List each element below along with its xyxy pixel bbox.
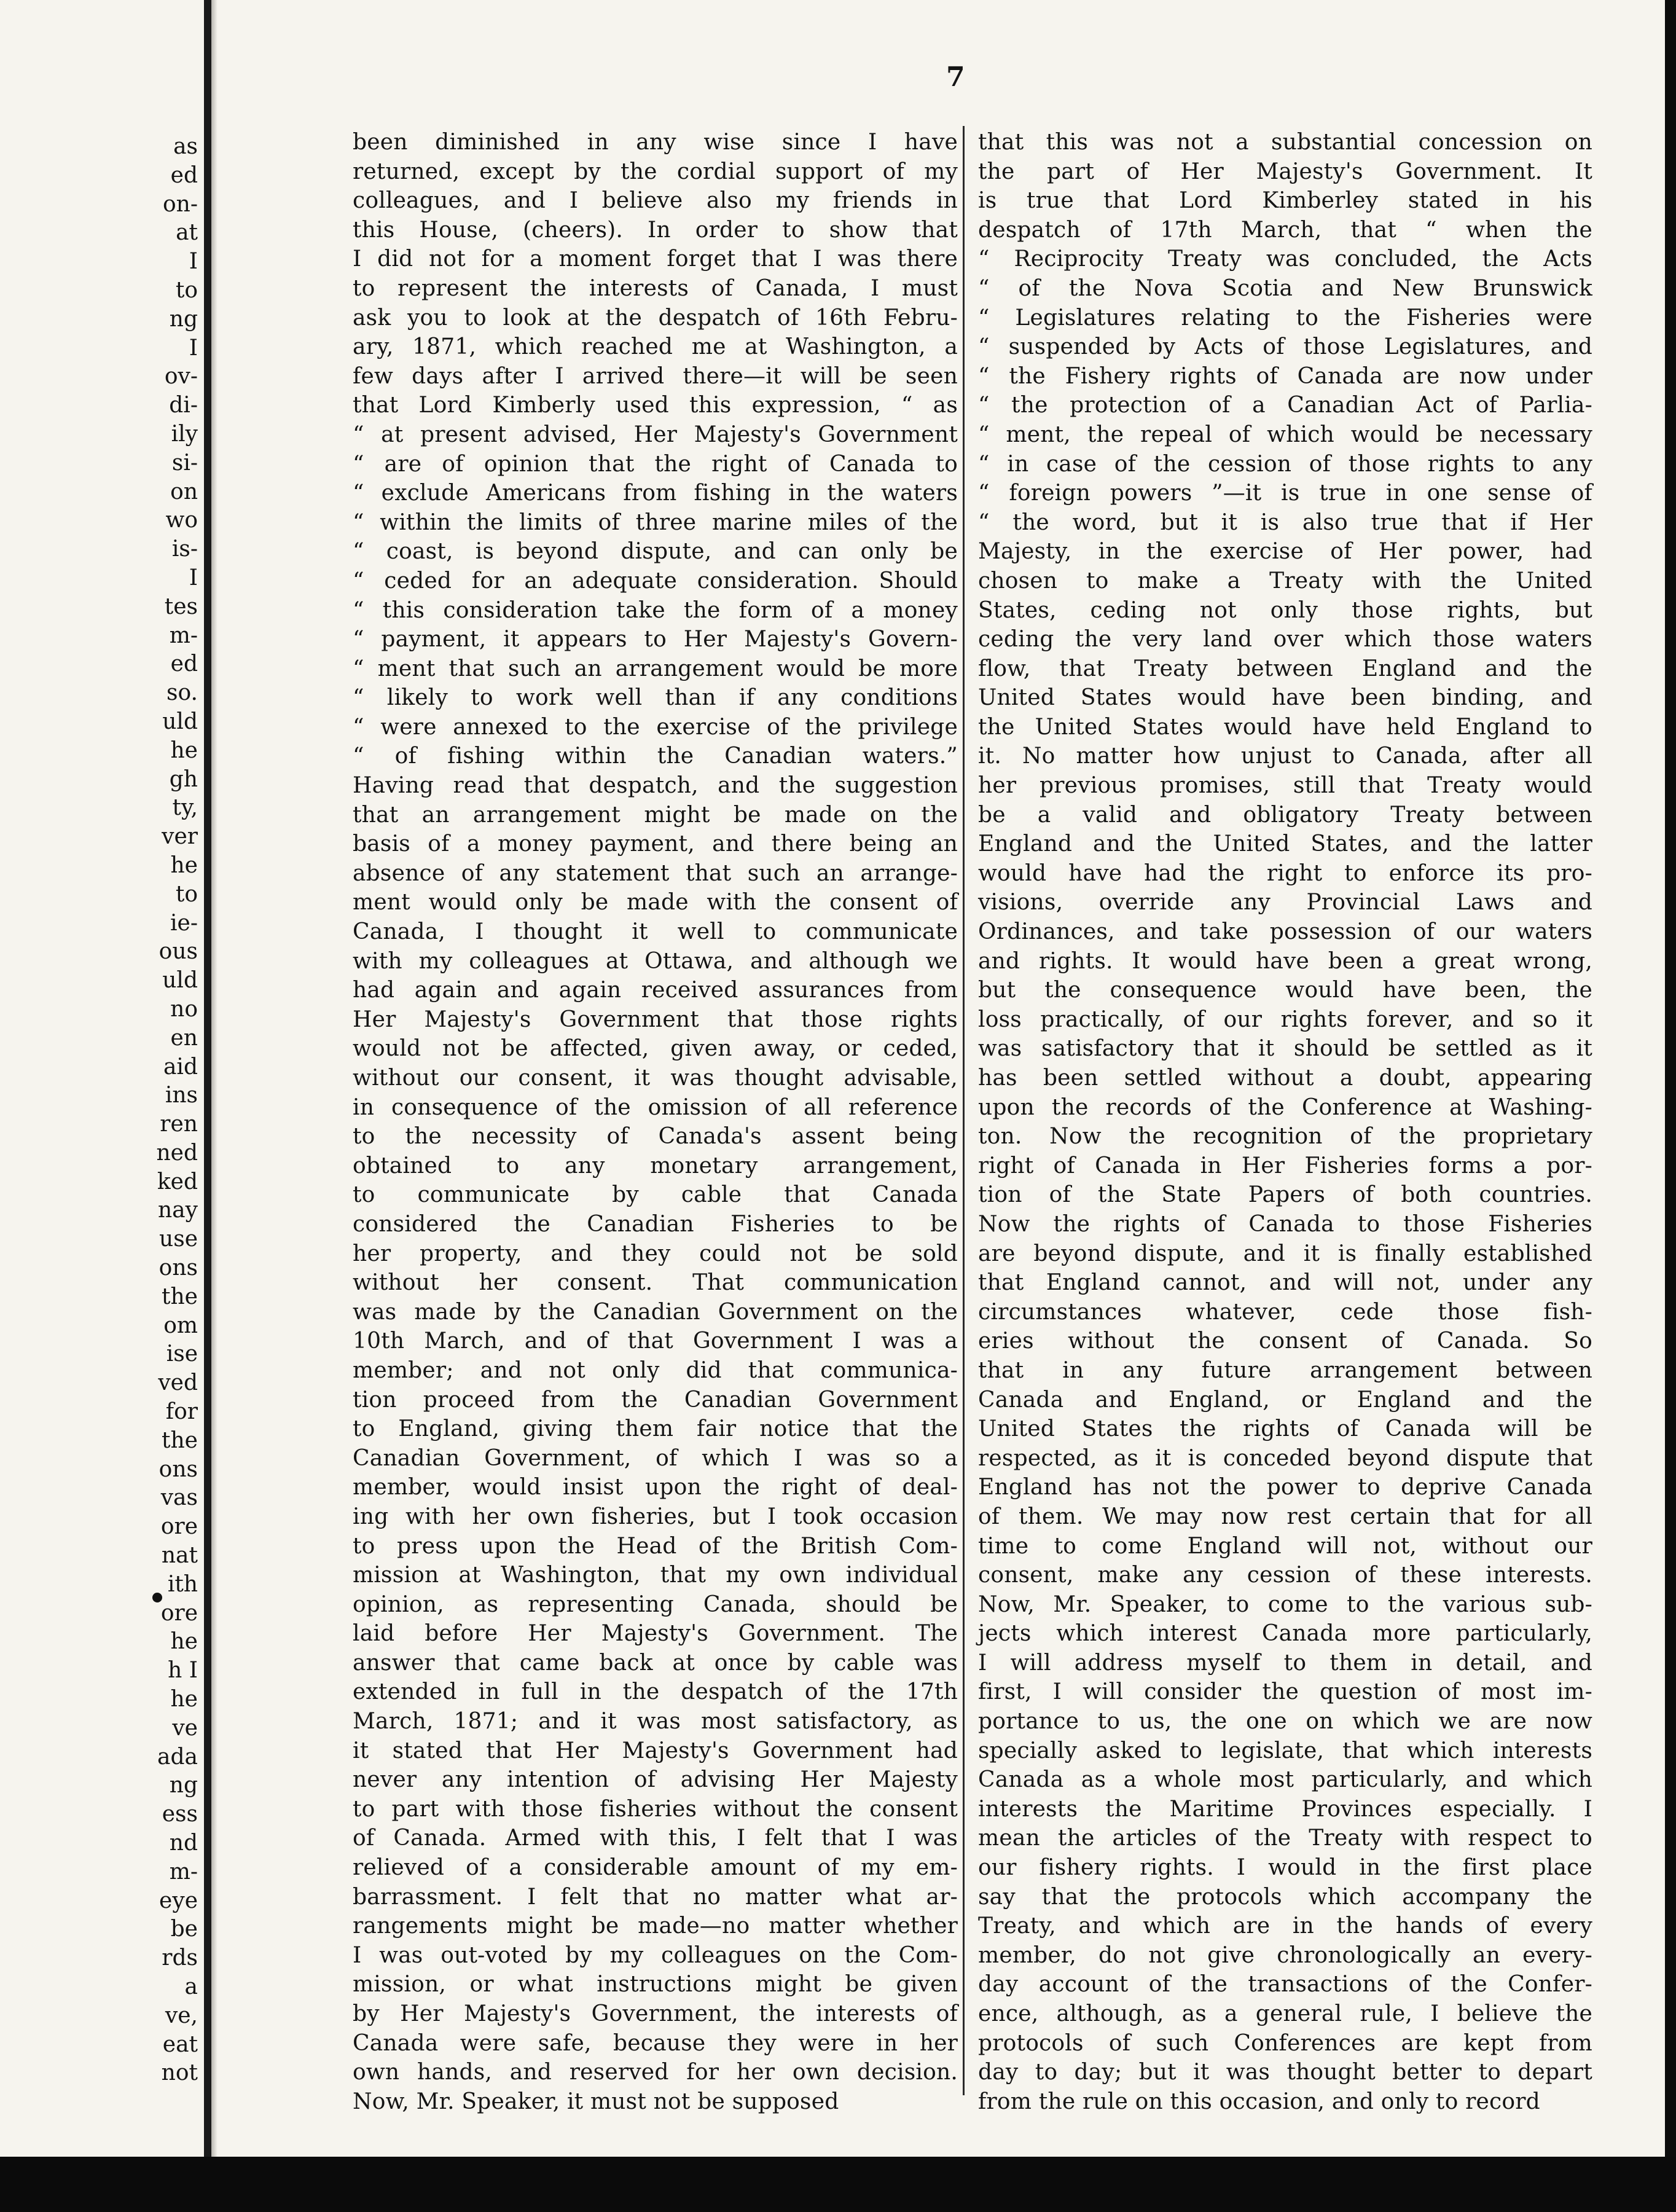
text-line: ton. Now the recognition of the proprietary bbox=[978, 1124, 1592, 1150]
text-line: first, I will consider the question of most im- bbox=[978, 1679, 1592, 1705]
text-line: tion proceed from the Canadian Government bbox=[353, 1387, 958, 1413]
text-line: “ Legislatures relating to the Fisheries were bbox=[978, 305, 1592, 331]
text-line: by Her Majesty's Government, the interests of bbox=[353, 2001, 958, 2026]
fragment-line: eye bbox=[159, 1888, 198, 1913]
text-line: day account of the transactions of the Confer- bbox=[978, 1972, 1592, 1998]
fragment-line: ada bbox=[157, 1744, 198, 1770]
text-line: “ ceded for an adequate consideration. Should bbox=[353, 568, 958, 594]
fragment-line: I bbox=[189, 335, 198, 361]
text-line: “ exclude Americans from fishing in the waters bbox=[353, 480, 958, 506]
text-line: right of Canada in Her Fisheries forms a por- bbox=[978, 1153, 1592, 1179]
text-line: be a valid and obligatory Treaty between bbox=[978, 802, 1592, 828]
text-line: that an arrangement might be made on the bbox=[353, 802, 958, 828]
fragment-line: ty, bbox=[172, 795, 198, 821]
text-line: States, ceding not only those rights, but bbox=[978, 597, 1592, 623]
column-divider bbox=[963, 126, 965, 2095]
fragment-line: at bbox=[176, 220, 198, 246]
fragment-line: ous bbox=[159, 939, 198, 965]
fragment-line: the bbox=[162, 1284, 198, 1309]
text-line: portance to us, the one on which we are now bbox=[978, 1709, 1592, 1735]
fragment-line: ve, bbox=[165, 2002, 198, 2028]
fragment-line: nay bbox=[158, 1198, 198, 1223]
fragment-line: ed bbox=[170, 162, 198, 188]
text-line: tion of the State Papers of both countries. bbox=[978, 1182, 1592, 1208]
page-number: 7 bbox=[946, 61, 965, 93]
fragment-line: to bbox=[175, 881, 198, 907]
fragment-line: m- bbox=[169, 622, 198, 648]
fragment-line: vas bbox=[160, 1485, 198, 1511]
fragment-line: en bbox=[170, 1025, 198, 1051]
text-line: time to come England will not, without our bbox=[978, 1533, 1592, 1559]
text-line: “ this consideration take the form of a money bbox=[353, 597, 958, 623]
fragment-line: aid bbox=[163, 1054, 198, 1080]
text-line: to England, giving them fair notice that the bbox=[353, 1416, 958, 1442]
text-line: “ were annexed to the exercise of the privilege bbox=[353, 714, 958, 740]
text-line: “ suspended by Acts of those Legislatures, and bbox=[978, 334, 1592, 360]
fragment-line: gh bbox=[169, 766, 198, 792]
text-line: “ the protection of a Canadian Act of Parlia- bbox=[978, 393, 1592, 418]
fragment-line: as bbox=[173, 134, 198, 159]
text-line: upon the records of the Conference at Washing- bbox=[978, 1094, 1592, 1120]
fragment-line: he bbox=[170, 852, 198, 878]
text-line: to represent the interests of Canada, I must bbox=[353, 275, 958, 301]
text-line: basis of a money payment, and there being an bbox=[353, 831, 958, 857]
text-line: would not be affected, given away, or ceded, bbox=[353, 1036, 958, 1062]
fragment-line: ver bbox=[162, 824, 198, 850]
text-line: was satisfactory that it should be settled as it bbox=[978, 1036, 1592, 1062]
text-line: member, do not give chronologically an every- bbox=[978, 1942, 1592, 1968]
text-line: day to day; but it was thought better to depart bbox=[978, 2060, 1592, 2085]
text-line: to the necessity of Canada's assent being bbox=[353, 1124, 958, 1150]
text-line: Now, Mr. Speaker, to come to the various sub- bbox=[978, 1591, 1592, 1617]
text-line: specially asked to legislate, that which interests bbox=[978, 1738, 1592, 1763]
text-line: “ Reciprocity Treaty was concluded, the Acts bbox=[978, 246, 1592, 272]
fragment-line: ov- bbox=[164, 364, 198, 390]
text-line: “ at present advised, Her Majesty's Government bbox=[353, 422, 958, 447]
text-line: to communicate by cable that Canada bbox=[353, 1182, 958, 1208]
fragment-line: the bbox=[162, 1427, 198, 1453]
fragment-line: he bbox=[170, 1687, 198, 1712]
text-line: laid before Her Majesty's Government. The bbox=[353, 1621, 958, 1647]
text-line: respected, as it is conceded beyond dispute that bbox=[978, 1445, 1592, 1471]
fragment-line: use bbox=[159, 1226, 198, 1252]
fragment-line: ess bbox=[162, 1802, 198, 1827]
text-line: England and the United States, and the latter bbox=[978, 831, 1592, 857]
text-line: England has not the power to deprive Canada bbox=[978, 1475, 1592, 1500]
fragment-line: ily bbox=[171, 421, 198, 447]
text-line: relieved of a considerable amount of my em- bbox=[353, 1855, 958, 1881]
text-line: the part of Her Majesty's Government. It bbox=[978, 159, 1592, 184]
text-line: ence, although, as a general rule, I believe the bbox=[978, 2001, 1592, 2026]
fragment-line: h I bbox=[168, 1658, 198, 1684]
text-line: Canadian Government, of which I was so a bbox=[353, 1445, 958, 1471]
fragment-line: on- bbox=[162, 191, 198, 217]
text-line: own hands, and reserved for her own decision. bbox=[353, 2060, 958, 2085]
fragment-line: m- bbox=[169, 1859, 198, 1885]
text-line: eries without the consent of Canada. So bbox=[978, 1328, 1592, 1354]
text-line: “ ment, the repeal of which would be necessary bbox=[978, 422, 1592, 447]
text-line: had again and again received assurances from bbox=[353, 978, 958, 1003]
fragment-line: not bbox=[161, 2060, 198, 2086]
text-line: “ of the Nova Scotia and New Brunswick bbox=[978, 275, 1592, 301]
fragment-line: no bbox=[170, 996, 198, 1022]
text-line: chosen to make a Treaty with the United bbox=[978, 568, 1592, 594]
text-line: of Canada. Armed with this, I felt that I was bbox=[353, 1826, 958, 1851]
text-line: was made by the Canadian Government on the bbox=[353, 1299, 958, 1325]
text-line: never any intention of advising Her Majesty bbox=[353, 1767, 958, 1793]
text-line: member; and not only did that communica- bbox=[353, 1357, 958, 1383]
text-line: without our consent, it was thought advisable, bbox=[353, 1065, 958, 1091]
fragment-line: is- bbox=[171, 536, 198, 562]
text-line: member, would insist upon the right of deal- bbox=[353, 1475, 958, 1500]
text-line: would have had the right to enforce its pro- bbox=[978, 860, 1592, 886]
fragment-line: uld bbox=[162, 708, 198, 734]
text-line: Ordinances, and take possession of our waters bbox=[978, 919, 1592, 945]
text-line: “ the word, but it is also true that if Her bbox=[978, 509, 1592, 535]
text-line: to part with those fisheries without the consent bbox=[353, 1796, 958, 1822]
fragment-line: ren bbox=[160, 1112, 198, 1137]
text-line: flow, that Treaty between England and the bbox=[978, 656, 1592, 681]
text-line: opinion, as representing Canada, should be bbox=[353, 1591, 958, 1617]
fragment-line: ons bbox=[159, 1456, 198, 1482]
fragment-line: he bbox=[170, 1629, 198, 1655]
fragment-line: he bbox=[170, 737, 198, 763]
text-line: her property, and they could not be sold bbox=[353, 1241, 958, 1266]
text-line: consent, make any cession of these interests. bbox=[978, 1563, 1592, 1588]
text-line: Canada, I thought it well to communicate bbox=[353, 919, 958, 945]
fragment-line: ins bbox=[165, 1083, 198, 1108]
fragment-line: ked bbox=[157, 1169, 198, 1194]
fragment-line: I bbox=[189, 249, 198, 275]
text-line: are beyond dispute, and it is finally established bbox=[978, 1241, 1592, 1266]
text-line: absence of any statement that such an arrange- bbox=[353, 860, 958, 886]
text-line: mean the articles of the Treaty with respect to bbox=[978, 1826, 1592, 1851]
text-line: obtained to any monetary arrangement, bbox=[353, 1153, 958, 1179]
text-line: despatch of 17th March, that “ when the bbox=[978, 217, 1592, 243]
text-line: that in any future arrangement between bbox=[978, 1357, 1592, 1383]
text-line: is true that Lord Kimberley stated in his bbox=[978, 188, 1592, 214]
fragment-line: a bbox=[184, 1974, 198, 1999]
fragment-line: uld bbox=[162, 968, 198, 994]
fragment-line: ore bbox=[160, 1514, 198, 1540]
fragment-line: be bbox=[170, 1916, 198, 1942]
fragment-line: rds bbox=[162, 1945, 198, 1971]
fragment-line: eat bbox=[162, 2031, 198, 2057]
text-line: of them. We may now rest certain that for all bbox=[978, 1504, 1592, 1529]
text-line: and rights. It would have been a great wrong, bbox=[978, 948, 1592, 974]
text-line: “ in case of the cession of those rights to any bbox=[978, 451, 1592, 477]
fragment-line: ng bbox=[169, 1773, 198, 1798]
scan-border-bottom bbox=[0, 2157, 1676, 2212]
fragment-line: to bbox=[175, 277, 198, 303]
text-line: answer that came back at once by cable was bbox=[353, 1650, 958, 1676]
fragment-line: tes bbox=[164, 594, 198, 619]
fragment-line: ve bbox=[172, 1715, 198, 1741]
fragment-line: nat bbox=[161, 1543, 198, 1569]
text-line: that this was not a substantial concession on bbox=[978, 130, 1592, 155]
text-line: United States would have been binding, and bbox=[978, 685, 1592, 711]
text-line: “ ment that such an arrangement would be more bbox=[353, 656, 958, 681]
fragment-line: for bbox=[165, 1399, 198, 1425]
text-line: extended in full in the despatch of the 17th bbox=[353, 1679, 958, 1705]
fragment-line: ng bbox=[169, 306, 198, 332]
text-line: ceding the very land over which those waters bbox=[978, 627, 1592, 653]
fragment-line: di- bbox=[169, 393, 198, 418]
text-line: Now the rights of Canada to those Fisheries bbox=[978, 1211, 1592, 1237]
fragment-line: si- bbox=[171, 450, 198, 476]
fragment-line: so. bbox=[166, 680, 198, 706]
fragment-line: ved bbox=[158, 1370, 198, 1396]
text-line: rangements might be made—no matter whether bbox=[353, 1913, 958, 1939]
fragment-line: I bbox=[189, 565, 198, 590]
text-line: 10th March, and of that Government I was a bbox=[353, 1328, 958, 1354]
text-line: Canada and England, or England and the bbox=[978, 1387, 1592, 1413]
text-line: loss practically, of our rights forever, and so it bbox=[978, 1006, 1592, 1032]
text-line: Her Majesty's Government that those rights bbox=[353, 1006, 958, 1032]
binding-shadow bbox=[211, 0, 217, 2157]
fragment-line: ore bbox=[160, 1600, 198, 1626]
text-line: ment would only be made with the consent of bbox=[353, 890, 958, 916]
text-line: “ likely to work well than if any conditions bbox=[353, 685, 958, 711]
binding-gutter bbox=[204, 0, 211, 2157]
text-line: with my colleagues at Ottawa, and although we bbox=[353, 948, 958, 974]
text-line: circumstances whatever, cede those fish- bbox=[978, 1299, 1592, 1325]
text-line: Canada as a whole most particularly, and which bbox=[978, 1767, 1592, 1793]
text-line: colleagues, and I believe also my friends in bbox=[353, 188, 958, 214]
text-line: mission, or what instructions might be given bbox=[353, 1972, 958, 1998]
text-line: has been settled without a doubt, appearing bbox=[978, 1065, 1592, 1091]
text-line: jects which interest Canada more particularly, bbox=[978, 1621, 1592, 1647]
fragment-line: ons bbox=[159, 1255, 198, 1281]
text-line: I will address myself to them in detail, and bbox=[978, 1650, 1592, 1676]
text-line: Having read that despatch, and the suggestion bbox=[353, 773, 958, 799]
text-line: “ within the limits of three marine miles of the bbox=[353, 509, 958, 535]
text-line: but the consequence would have been, the bbox=[978, 978, 1592, 1003]
scan-border-right bbox=[1665, 0, 1676, 2212]
text-line: in consequence of the omission of all reference bbox=[353, 1094, 958, 1120]
fragment-line: ith bbox=[167, 1571, 198, 1597]
text-line: it stated that Her Majesty's Government had bbox=[353, 1738, 958, 1763]
text-line: say that the protocols which accompany the bbox=[978, 1884, 1592, 1910]
text-line: that England cannot, and will not, under any bbox=[978, 1270, 1592, 1296]
fragment-line: ned bbox=[156, 1140, 198, 1166]
fragment-line: on bbox=[170, 479, 198, 504]
text-line: this House, (cheers). In order to show that bbox=[353, 217, 958, 243]
previous-page-fragment bbox=[0, 133, 203, 2088]
text-line: returned, except by the cordial support of my bbox=[353, 159, 958, 184]
text-line: her previous promises, still that Treaty would bbox=[978, 773, 1592, 799]
text-line: “ of fishing within the Canadian waters.” bbox=[353, 743, 958, 769]
text-line: ary, 1871, which reached me at Washington, a bbox=[353, 334, 958, 360]
text-line: it. No matter how unjust to Canada, after all bbox=[978, 743, 1592, 769]
text-line: I did not for a moment forget that I was there bbox=[353, 246, 958, 272]
fragment-line: nd bbox=[169, 1830, 198, 1856]
text-line: the United States would have held England to bbox=[978, 714, 1592, 740]
text-line: United States the rights of Canada will be bbox=[978, 1416, 1592, 1442]
text-line: that Lord Kimberly used this expression, “ as bbox=[353, 393, 958, 418]
text-line: considered the Canadian Fisheries to be bbox=[353, 1211, 958, 1237]
fragment-line: ise bbox=[166, 1341, 198, 1367]
text-line: interests the Maritime Provinces especially. I bbox=[978, 1796, 1592, 1822]
text-line: Canada were safe, because they were in her bbox=[353, 2030, 958, 2056]
text-line: to press upon the Head of the British Com- bbox=[353, 1533, 958, 1559]
fragment-line: wo bbox=[165, 508, 198, 533]
text-line: without her consent. That communication bbox=[353, 1270, 958, 1296]
text-line: our fishery rights. I would in the first place bbox=[978, 1855, 1592, 1881]
text-line: “ are of opinion that the right of Canada to bbox=[353, 451, 958, 477]
text-line: Treaty, and which are in the hands of every bbox=[978, 1913, 1592, 1939]
text-line: protocols of such Conferences are kept from bbox=[978, 2030, 1592, 2056]
text-line: visions, override any Provincial Laws and bbox=[978, 890, 1592, 916]
text-line: mission at Washington, that my own individual bbox=[353, 1563, 958, 1588]
fragment-line: ie- bbox=[170, 910, 198, 936]
text-line: “ the Fishery rights of Canada are now under bbox=[978, 363, 1592, 389]
text-line: from the rule on this occasion, and only to record bbox=[978, 2088, 1540, 2114]
text-line: few days after I arrived there—it will be seen bbox=[353, 363, 958, 389]
text-line: March, 1871; and it was most satisfactory, as bbox=[353, 1709, 958, 1735]
text-line: barrassment. I felt that no matter what ar- bbox=[353, 1884, 958, 1910]
fragment-line: ed bbox=[170, 651, 198, 677]
text-line: “ foreign powers ”—it is true in one sense of bbox=[978, 480, 1592, 506]
text-column-right bbox=[978, 128, 1592, 2116]
text-column-left bbox=[353, 128, 958, 2116]
text-line: “ coast, is beyond dispute, and can only be bbox=[353, 539, 958, 565]
text-line: I was out-voted by my colleagues on the Com- bbox=[353, 1942, 958, 1968]
text-line: ing with her own fisheries, but I took occasion bbox=[353, 1504, 958, 1529]
text-line: been diminished in any wise since I have bbox=[353, 130, 958, 155]
text-line: Majesty, in the exercise of Her power, had bbox=[978, 539, 1592, 565]
fragment-line: om bbox=[163, 1312, 198, 1338]
text-line: Now, Mr. Speaker, it must not be supposed bbox=[353, 2088, 839, 2114]
text-line: “ payment, it appears to Her Majesty's Govern- bbox=[353, 627, 958, 653]
text-line: ask you to look at the despatch of 16th Febru- bbox=[353, 305, 958, 331]
